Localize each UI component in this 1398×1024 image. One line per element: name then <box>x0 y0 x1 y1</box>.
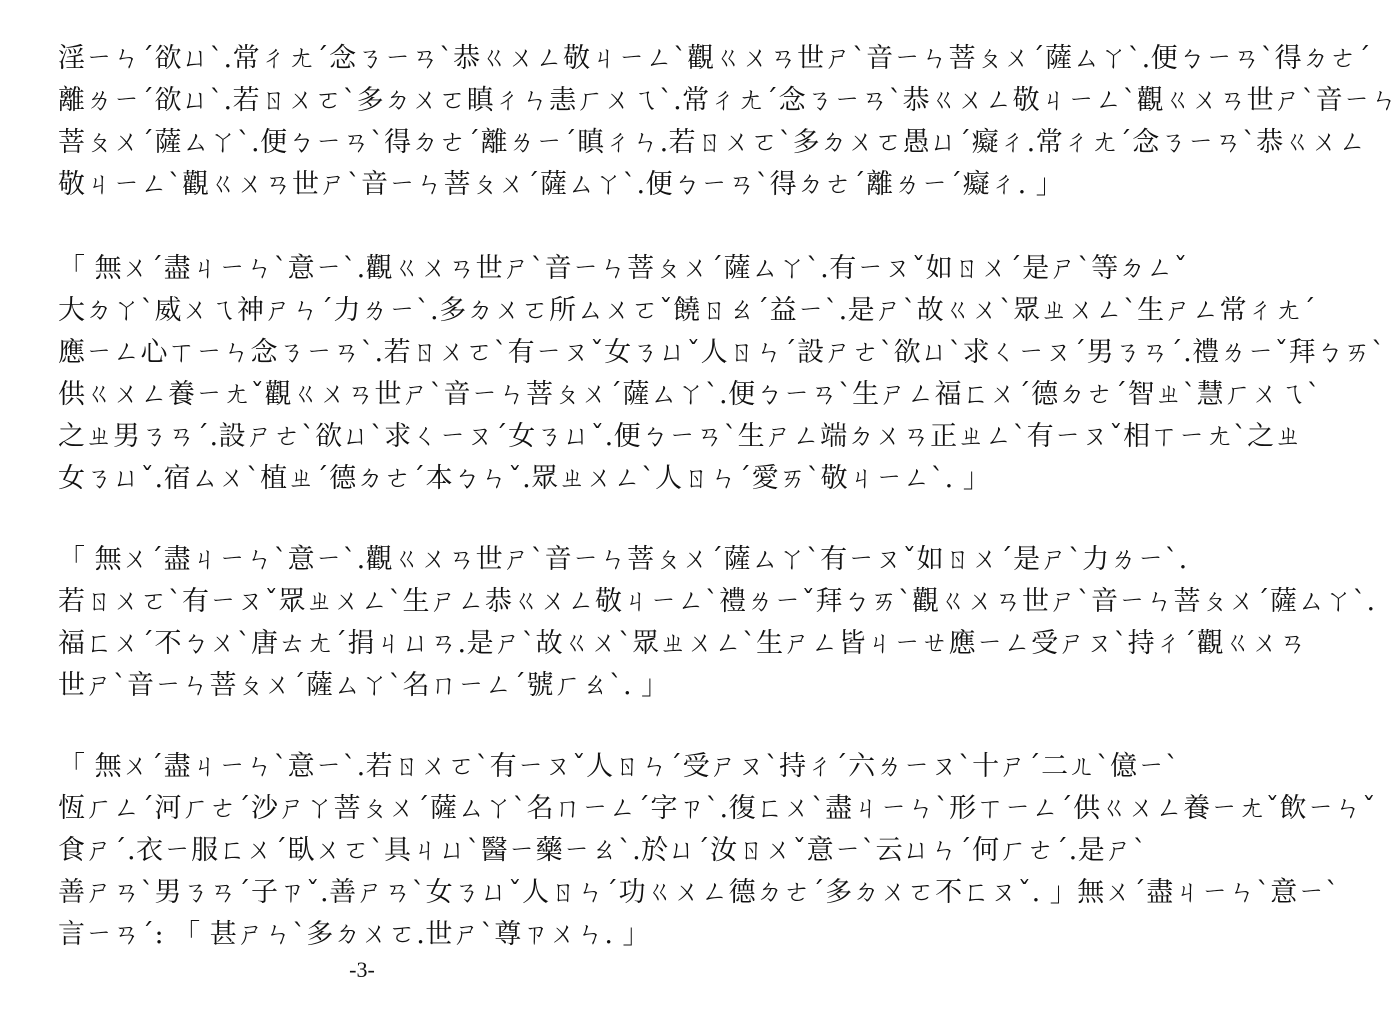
text-line: 供ㄍㄨㄥ養ㄧㄤˇ觀ㄍㄨㄢ世ㄕˋ音ㄧㄣ菩ㄆㄨˊ薩ㄙㄚˋ.便ㄅㄧㄢˋ生ㄕㄥ福ㄈㄨˊ德ㄉㄜˊ智ㄓˋ慧ㄏㄨㄟˋ <box>58 379 1321 410</box>
text-line: 恆ㄏㄥˊ河ㄏㄜˊ沙ㄕㄚ菩ㄆㄨˊ薩ㄙㄚˋ名ㄇㄧㄥˊ字ㄗˋ.復ㄈㄨˋ盡ㄐㄧㄣˋ形ㄒㄧㄥˊ供ㄍㄨㄥ養ㄧㄤˇ飲ㄧㄣˇ <box>58 793 1377 824</box>
text-line: 女ㄋㄩˇ.宿ㄙㄨˋ植ㄓˊ德ㄉㄜˊ本ㄅㄣˇ.眾ㄓㄨㄥˋ人ㄖㄣˊ愛ㄞˋ敬ㄐㄧㄥˋ. 」 <box>58 463 991 494</box>
text-line: 「 無ㄨˊ盡ㄐㄧㄣˋ意ㄧˋ.若ㄖㄨㄛˋ有ㄧㄡˇ人ㄖㄣˊ受ㄕㄡˋ持ㄔˊ六ㄌㄧㄡˋ十ㄕˊ二ㄦˋ億ㄧˋ <box>58 751 1180 782</box>
paragraph-2 <box>58 248 1386 500</box>
text-line: 世ㄕˋ音ㄧㄣ菩ㄆㄨˊ薩ㄙㄚˋ名ㄇㄧㄥˊ號ㄏㄠˋ. 」 <box>58 670 669 701</box>
text-line: 淫ㄧㄣˊ欲ㄩˋ.常ㄔㄤˊ念ㄋㄧㄢˋ恭ㄍㄨㄥ敬ㄐㄧㄥˋ觀ㄍㄨㄢ世ㄕˋ音ㄧㄣ菩ㄆㄨˊ薩ㄙㄚˋ.便ㄅㄧㄢˋ得ㄉㄜˊ <box>58 43 1372 74</box>
text-line: 菩ㄆㄨˊ薩ㄙㄚˋ.便ㄅㄧㄢˋ得ㄉㄜˊ離ㄌㄧˊ瞋ㄔㄣ.若ㄖㄨㄛˋ多ㄉㄨㄛ愚ㄩˊ癡ㄔ.常ㄔㄤˊ念ㄋㄧㄢˋ恭ㄍㄨㄥ <box>58 127 1367 158</box>
text-line: 之ㄓ男ㄋㄢˊ.設ㄕㄜˋ欲ㄩˋ求ㄑㄧㄡˊ女ㄋㄩˇ.便ㄅㄧㄢˋ生ㄕㄥ端ㄉㄨㄢ正ㄓㄥˋ有ㄧㄡˇ相ㄒㄧㄤˋ之ㄓ <box>58 421 1303 452</box>
text-line: 言ㄧㄢˊ: 「 甚ㄕㄣˋ多ㄉㄨㄛ.世ㄕˋ尊ㄗㄨㄣ. 」 <box>58 919 651 950</box>
paragraph-4 <box>58 746 1377 956</box>
page-number: -3- <box>349 957 375 982</box>
text-line: 善ㄕㄢˋ男ㄋㄢˊ子ㄗˇ.善ㄕㄢˋ女ㄋㄩˇ人ㄖㄣˊ功ㄍㄨㄥ德ㄉㄜˊ多ㄉㄨㄛ不ㄈㄡˇ. 」無ㄨˊ盡ㄐㄧㄣˋ意ㄧˋ <box>58 877 1340 908</box>
text-line: 食ㄕˊ.衣ㄧ服ㄈㄨˊ臥ㄨㄛˋ具ㄐㄩˋ醫ㄧ藥ㄧㄠˋ.於ㄩˊ汝ㄖㄨˇ意ㄧˋ云ㄩㄣˊ何ㄏㄜˊ.是ㄕˋ <box>58 835 1147 866</box>
text-line: 「 無ㄨˊ盡ㄐㄧㄣˋ意ㄧˋ.觀ㄍㄨㄢ世ㄕˋ音ㄧㄣ菩ㄆㄨˊ薩ㄙㄚˋ有ㄧㄡˇ如ㄖㄨˊ是ㄕˋ力ㄌㄧˋ. <box>58 544 1188 575</box>
paragraph-1 <box>58 38 1398 206</box>
text-line: 敬ㄐㄧㄥˋ觀ㄍㄨㄢ世ㄕˋ音ㄧㄣ菩ㄆㄨˊ薩ㄙㄚˋ.便ㄅㄧㄢˋ得ㄉㄜˊ離ㄌㄧˊ癡ㄔ. 」 <box>58 169 1064 200</box>
text-line: 離ㄌㄧˊ欲ㄩˋ.若ㄖㄨㄛˋ多ㄉㄨㄛ瞋ㄔㄣ恚ㄏㄨㄟˋ.常ㄔㄤˊ念ㄋㄧㄢˋ恭ㄍㄨㄥ敬ㄐㄧㄥˋ觀ㄍㄨㄢ世ㄕˋ音ㄧㄣ <box>58 85 1398 116</box>
text-line: 福ㄈㄨˊ不ㄅㄨˋ唐ㄊㄤˊ捐ㄐㄩㄢ.是ㄕˋ故ㄍㄨˋ眾ㄓㄨㄥˋ生ㄕㄥ皆ㄐㄧㄝ應ㄧㄥ受ㄕㄡˋ持ㄔˊ觀ㄍㄨㄢ <box>58 628 1307 659</box>
text-line: 大ㄉㄚˋ威ㄨㄟ神ㄕㄣˊ力ㄌㄧˋ.多ㄉㄨㄛ所ㄙㄨㄛˇ饒ㄖㄠˊ益ㄧˋ.是ㄕˋ故ㄍㄨˋ眾ㄓㄨㄥˋ生ㄕㄥ常ㄔㄤˊ <box>58 295 1317 326</box>
text-line: 「 無ㄨˊ盡ㄐㄧㄣˋ意ㄧˋ.觀ㄍㄨㄢ世ㄕˋ音ㄧㄣ菩ㄆㄨˊ薩ㄙㄚˋ.有ㄧㄡˇ如ㄖㄨˊ是ㄕˋ等ㄉㄥˇ <box>58 253 1188 284</box>
text-line: 應ㄧㄥ心ㄒㄧㄣ念ㄋㄧㄢˋ.若ㄖㄨㄛˋ有ㄧㄡˇ女ㄋㄩˇ人ㄖㄣˊ設ㄕㄜˋ欲ㄩˋ求ㄑㄧㄡˊ男ㄋㄢˊ.禮ㄌㄧˇ拜ㄅㄞˋ <box>58 337 1386 368</box>
text-line: 若ㄖㄨㄛˋ有ㄧㄡˇ眾ㄓㄨㄥˋ生ㄕㄥ恭ㄍㄨㄥ敬ㄐㄧㄥˋ禮ㄌㄧˇ拜ㄅㄞˋ觀ㄍㄨㄢ世ㄕˋ音ㄧㄣ菩ㄆㄨˊ薩ㄙㄚˋ. <box>58 586 1376 617</box>
paragraph-3 <box>58 539 1376 707</box>
